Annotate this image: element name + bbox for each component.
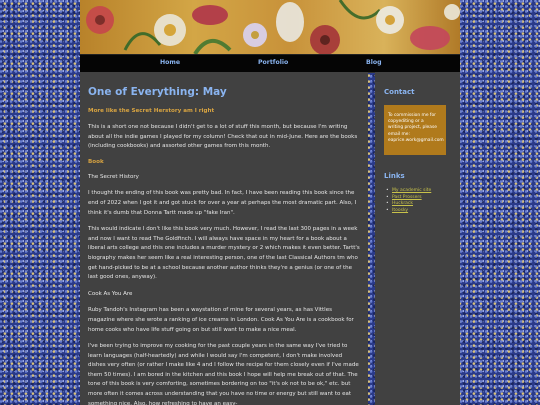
contact-box	[384, 105, 446, 155]
book-title-cook-as-you-are: Cook As You Are	[88, 290, 133, 297]
contact-email[interactable]: eaprice.work@gmail.com	[388, 137, 444, 143]
book1-paragraph-1: I thought the ending of this book was pretty bad. In fact, I have been reading this book since the end of 2022 when I got it and got stuck for over a year at perhaps the most dramatic part. Also, I think it's dumb that Donna Tartt made up "fake Iran".	[88, 190, 357, 216]
list-item	[392, 188, 431, 195]
section-heading-book: Book	[88, 158, 104, 165]
book1-paragraph-2: This would indicate I don't like this book very much. However, I read the last 300 pages in a week and now I want to read The Goldfinch. I will always have space in my heart for a book about a liberal arts college and this one includes a murder mystery or 2 which makes it even better. Tartt's biography makes her seem like a real interesting person, one of the last Classical Authors tm who get hand-picked to be at a school because another author thinks they're a genius (or one of the last good ones, anyway).	[88, 226, 360, 281]
link-itoosky[interactable]: Itoosky	[392, 207, 409, 213]
links-list	[384, 188, 431, 214]
post-title[interactable]: One of Everything: May	[88, 86, 227, 98]
contact-heading: Contact	[384, 88, 415, 96]
link-past-prossers[interactable]: Past Prossers	[392, 194, 422, 200]
link-huckrack[interactable]: Huckrack	[392, 201, 414, 207]
list-item	[392, 208, 431, 215]
floral-banner	[80, 0, 460, 54]
nav-blog[interactable]: Blog	[366, 59, 382, 66]
post-intro: This is a short one not because I didn't get to a lot of stuff this month, but because I'm writing about all the indie games I played for my column! Check that out in mid-June. Here are the books (including cookbooks) and assorted other games from this month.	[88, 124, 358, 150]
nav-portfolio[interactable]: Portfolio	[258, 59, 289, 66]
contact-line: To commission me for	[388, 113, 436, 118]
main-content	[80, 72, 368, 405]
contact-line: copyediting or a	[388, 119, 424, 125]
contact-line: email me:	[388, 131, 410, 137]
link-academic-site[interactable]: My academic site	[392, 188, 432, 193]
sidebar	[375, 72, 460, 405]
book-title-secret-history: The Secret History	[88, 173, 139, 180]
contact-line: writing project, please	[388, 125, 437, 131]
list-item	[392, 201, 431, 208]
top-nav	[80, 54, 460, 73]
book2-paragraph-2: I've been trying to improve my cooking for the past couple years in the same way I've tried to learn languages (half-heartedly) and while I would say I'm competent, I don't make involved dishes very often (or rather I make like 4 and I follow the recipe for them closely even if I've made them 50 times). I am bored in the kitchen and this book I hope will help me break out of that. The tone of this book is very comforting, sometimes bordering on too "it's ok not to be ok," etc. but more often it comes across understanding that you have no time or energy but still want to eat something nice. Also, how refreshing to have an easy-	[88, 343, 359, 405]
post-subtitle: More like the Secret Herstory am I right	[88, 108, 215, 114]
floral-banner-art	[80, 0, 460, 54]
links-heading: Links	[384, 172, 405, 180]
book2-paragraph-1: Ruby Tandoh's Instagram has been a waystation of mine for several years, as has Vittles magazine where she wrote a ranking of ice creams in London. Cook As You Are is a cookbook for home cooks who have life stuff going on but still want to make a nice meal.	[88, 307, 354, 333]
nav-home[interactable]: Home	[160, 59, 181, 66]
